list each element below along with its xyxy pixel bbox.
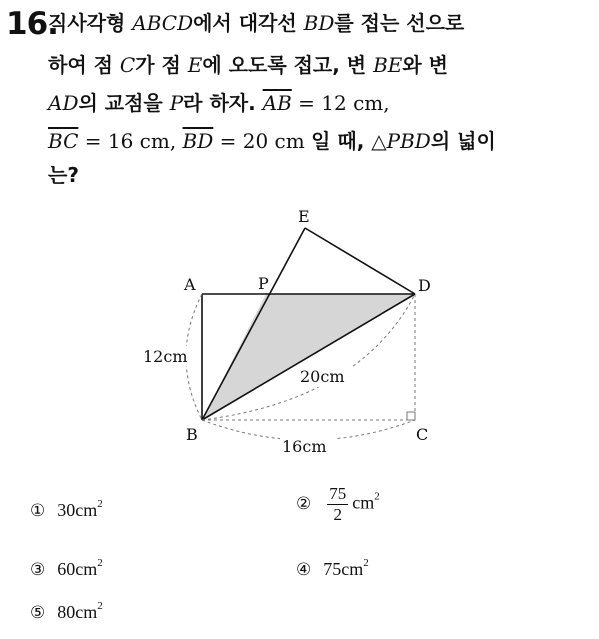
dim-label-ab: 12cm — [143, 347, 188, 366]
geometry-figure — [120, 200, 460, 465]
dim-label-bc: 16cm — [282, 437, 327, 456]
option-5[interactable]: ⑤ $80cm^2$ — [30, 600, 103, 623]
label-c: C — [416, 425, 429, 444]
label-b: B — [186, 425, 198, 444]
fraction: $\frac{75}{2}$ — [329, 484, 347, 524]
segment-ed — [305, 228, 415, 294]
label-e: E — [298, 207, 310, 226]
option-4[interactable]: ④ $75cm^2$ — [296, 557, 369, 580]
option-marker: ① — [30, 501, 46, 521]
right-angle-mark — [407, 412, 415, 420]
option-marker: ④ — [296, 560, 312, 580]
option-2[interactable]: ② $\frac{75}{2}$ $cm^2$ — [296, 484, 380, 524]
segment-bc: $\overline{BC}$ — [48, 129, 79, 153]
option-marker: ② — [296, 493, 312, 514]
question-number: 16. — [6, 6, 58, 42]
question-line-3: AD의 교점을 P라 하자. $\overline{AB} = 12$ cm, — [48, 91, 390, 115]
question-line-5: 는? — [48, 163, 79, 187]
label-d: D — [418, 276, 431, 295]
label-a: A — [184, 275, 196, 294]
question-line-4: $\overline{BC} = 16$ cm, $\overline{BD} = 20$ cm 일 때, △PBD의 넓이 — [48, 129, 496, 153]
segment-ab: $\overline{AB}$ — [262, 91, 292, 115]
option-marker: ③ — [30, 560, 46, 580]
option-marker: ⑤ — [30, 603, 46, 623]
question-line-1: 직사각형 ABCD에서 대각선 BD를 접는 선으로 — [48, 11, 465, 35]
dim-label-bd: 20cm — [300, 367, 345, 386]
option-3[interactable]: ③ $60cm^2$ — [30, 557, 103, 580]
option-1[interactable]: ① $30cm^2$ — [30, 498, 103, 521]
segment-bd: $\overline{BD}$ — [182, 129, 214, 153]
label-p: P — [258, 274, 269, 293]
question-line-2: 하여 점 C가 점 E에 오도록 접고, 변 BE와 변 — [48, 53, 448, 77]
